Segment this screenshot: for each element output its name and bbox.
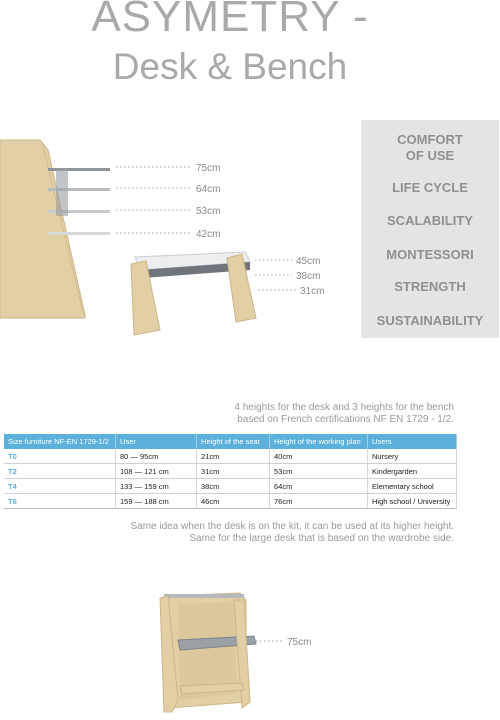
size-code: T6 [4, 494, 116, 509]
size-table [4, 434, 457, 509]
users: Elementary school [368, 479, 457, 494]
size-code: T0 [4, 449, 116, 464]
feature-montessori: MONTESSORI [386, 247, 474, 262]
column-header: Users [368, 434, 457, 449]
bench [131, 252, 256, 335]
seat-height: 38cm [197, 479, 270, 494]
column-header: Height of the seat [197, 434, 270, 449]
user-height: 108 — 121 cm [116, 464, 197, 479]
note-line-1: Same idea when the desk is on the kit, it can be used at its higher height. [130, 521, 454, 532]
desk-height-label: 75cm [196, 163, 221, 174]
column-header: Height of the working plan [270, 434, 368, 449]
desk-height-label: 64cm [196, 184, 221, 195]
size-code: T4 [4, 479, 116, 494]
bench-height-label: 38cm [296, 271, 321, 282]
bench-height-label: 31cm [300, 286, 325, 297]
users: Nursery [368, 449, 457, 464]
note-line-2: Same for the large desk that is based on the wardrobe side. [189, 533, 454, 544]
seat-height: 46cm [197, 494, 270, 509]
feature-comfort: COMFORT OF USE [397, 132, 463, 163]
feature-scalability: SCALABILITY [387, 213, 473, 228]
users: High school / University [368, 494, 457, 509]
intro-line-2: based on French certifications NF EN 1729 - 1/2. [237, 414, 454, 425]
page-title: ASYMETRY - [91, 0, 369, 41]
page-subtitle: Desk & Bench [112, 46, 348, 87]
work-plan-height: 53cm [270, 464, 368, 479]
seat-height: 21cm [197, 449, 270, 464]
desk-bench-illustration [0, 130, 360, 350]
desk-height-label: 42cm [196, 229, 221, 240]
table-header-row [4, 434, 457, 449]
user-height: 133 — 159 cm [116, 479, 197, 494]
feature-life-cycle: LIFE CYCLE [392, 180, 468, 195]
column-header: User [116, 434, 197, 449]
users: Kindergarden [368, 464, 457, 479]
feature-sustainability: SUSTAINABILITY [376, 313, 484, 328]
desk-height-label: 53cm [196, 206, 221, 217]
work-plan-height: 40cm [270, 449, 368, 464]
bench-height-label: 45cm [296, 256, 321, 267]
table-row [4, 449, 457, 464]
kit-height-label: 75cm [287, 637, 312, 648]
seat-height: 31cm [197, 464, 270, 479]
desk-slot-42 [48, 232, 110, 235]
work-plan-height: 76cm [270, 494, 368, 509]
user-height: 159 — 188 cm [116, 494, 197, 509]
size-code: T2 [4, 464, 116, 479]
features-box [361, 120, 499, 338]
intro-line-1: 4 heights for the desk and 3 heights for the bench [234, 402, 454, 413]
table-row [4, 464, 457, 479]
work-plan-height: 64cm [270, 479, 368, 494]
table-row [4, 479, 457, 494]
desk-side-panel [0, 140, 110, 318]
kit-desk-illustration [150, 590, 330, 715]
user-height: 80 — 95cm [116, 449, 197, 464]
feature-strength: STRENGTH [394, 279, 466, 294]
table-row [4, 494, 457, 509]
column-header: Size furniture NF-EN 1729-1/2 [4, 434, 116, 449]
